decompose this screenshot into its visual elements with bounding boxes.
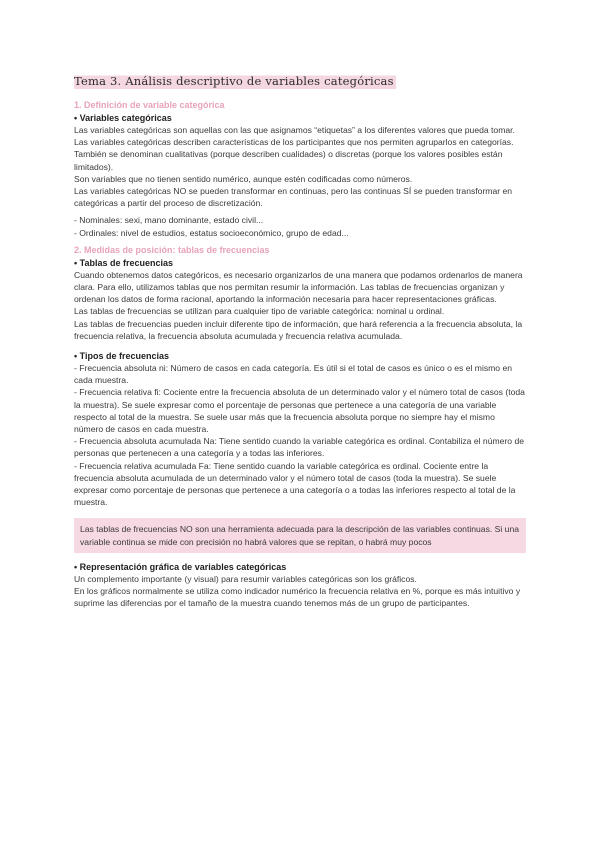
paragraph: Las variables categóricas son aquellas con las que asignamos “etiquetas” a los diferentes valores que pueda tomar. <box>74 125 515 135</box>
paragraph: Las variables categóricas NO se pueden transformar en continuas, pero las continuas SÍ se pueden transformar en categóricas a partir del proceso de discretización. <box>74 186 513 209</box>
paragraph: Un complemento importante (y visual) para resumir variables categóricas son los gráficos. <box>74 573 417 584</box>
paragraph: Las variables categóricas describen características de los participantes que nos permiten agruparlos en categorías. <box>74 137 514 148</box>
list-item: - Frecuencia relativa acumulada Fa: Tiene sentido cuando la variable categórica es ordinal. Cociente entre la frecuencia absoluta acumulada de un determinado valor y el número total de casos (toda la muestra). Se suele expresar como porcentaje de personas que pertenece a una categoría o a todas las inferiores respecto al total de la muestra. <box>74 460 516 508</box>
paragraph: También se denominan cualitativas (porque describen cualidades) o discretas (porque los valores posibles están limitados). <box>74 149 503 172</box>
list-item: - Frecuencia relativa fi: Cociente entre la frecuencia absoluta de un determinado valor y el número total de casos (toda la muestra). Se suele expresar como el porcentaje de personas que pertenece a una categoría de una variable respecto al total de la muestra. Se suele usar más que la frecuencia absoluta porque no siempre hay el mismo número de casos en cada muestra. <box>74 387 525 435</box>
note-text: Las tablas de frecuencias NO son una herramienta adecuada para la descripción de las variables continuas. Si una variable continua se mide con precisión no habrá valores que se repitan, o habrá muy pocos <box>80 524 520 547</box>
tablas-subheading: • Tablas de frecuencias <box>74 257 174 268</box>
document-title: Tema 3. Análisis descriptivo de variables categóricas <box>74 74 394 88</box>
list-item: - Nominales: sexi, mano dominante, estado civil... <box>74 215 264 226</box>
tipos-subheading: • Tipos de frecuencias <box>74 351 170 362</box>
paragraph: Cuando obtenemos datos categóricos, es necesario organizarlos de una manera que podamos ordenarlos de manera clara. Para ello, utilizamos tablas que nos permitan resumir la información. Las tablas de frecuencias organizan y ordenan los datos de forma racional, aportando la información necesaria para hacer representaciones gráficas. <box>74 269 523 305</box>
paragraph: Las tablas de frecuencias pueden incluir diferente tipo de información, que hará referencia a la frecuencia absoluta, la frecuencia relativa, la frecuencia absoluta acumulada y frecuencia relativa acumulada. <box>74 318 523 341</box>
paragraph: En los gráficos normalmente se utiliza como indicador numérico la frecuencia relativa en %, porque es más intuitivo y suprime las diferencias por el tamaño de la muestra cuando tenemos más de un grupo de participantes. <box>74 586 521 609</box>
grafica-subheading: • Representación gráfica de variables categóricas <box>74 561 287 572</box>
highlight-note <box>74 518 526 552</box>
list-item: - Frecuencia absoluta ni: Número de casos en cada categoría. Es útil si el total de casos es único o es el mismo en cada muestra. <box>74 363 513 386</box>
section-1-heading: 1. Definición de variable categórica <box>74 100 225 110</box>
section-2-heading: 2. Medidas de posición: tablas de frecuencias <box>74 244 270 255</box>
title-block <box>74 72 526 90</box>
list-item: - Frecuencia absoluta acumulada Na: Tiene sentido cuando la variable categórica es ordinal. Contabiliza el número de personas que pertenecen a una categoría y a todas las inferiores. <box>74 436 525 459</box>
paragraph: Las tablas de frecuencias se utilizan para cualquier tipo de variable categórica: nominal u ordinal. <box>74 306 445 317</box>
paragraph: Son variables que no tienen sentido numérico, aunque estén codificadas como números. <box>74 173 413 184</box>
list-item: - Ordinales: nivel de estudios, estatus socioeconómico, grupo de edad... <box>74 227 349 238</box>
section-1-subheading: • Variables categóricas <box>74 113 172 123</box>
